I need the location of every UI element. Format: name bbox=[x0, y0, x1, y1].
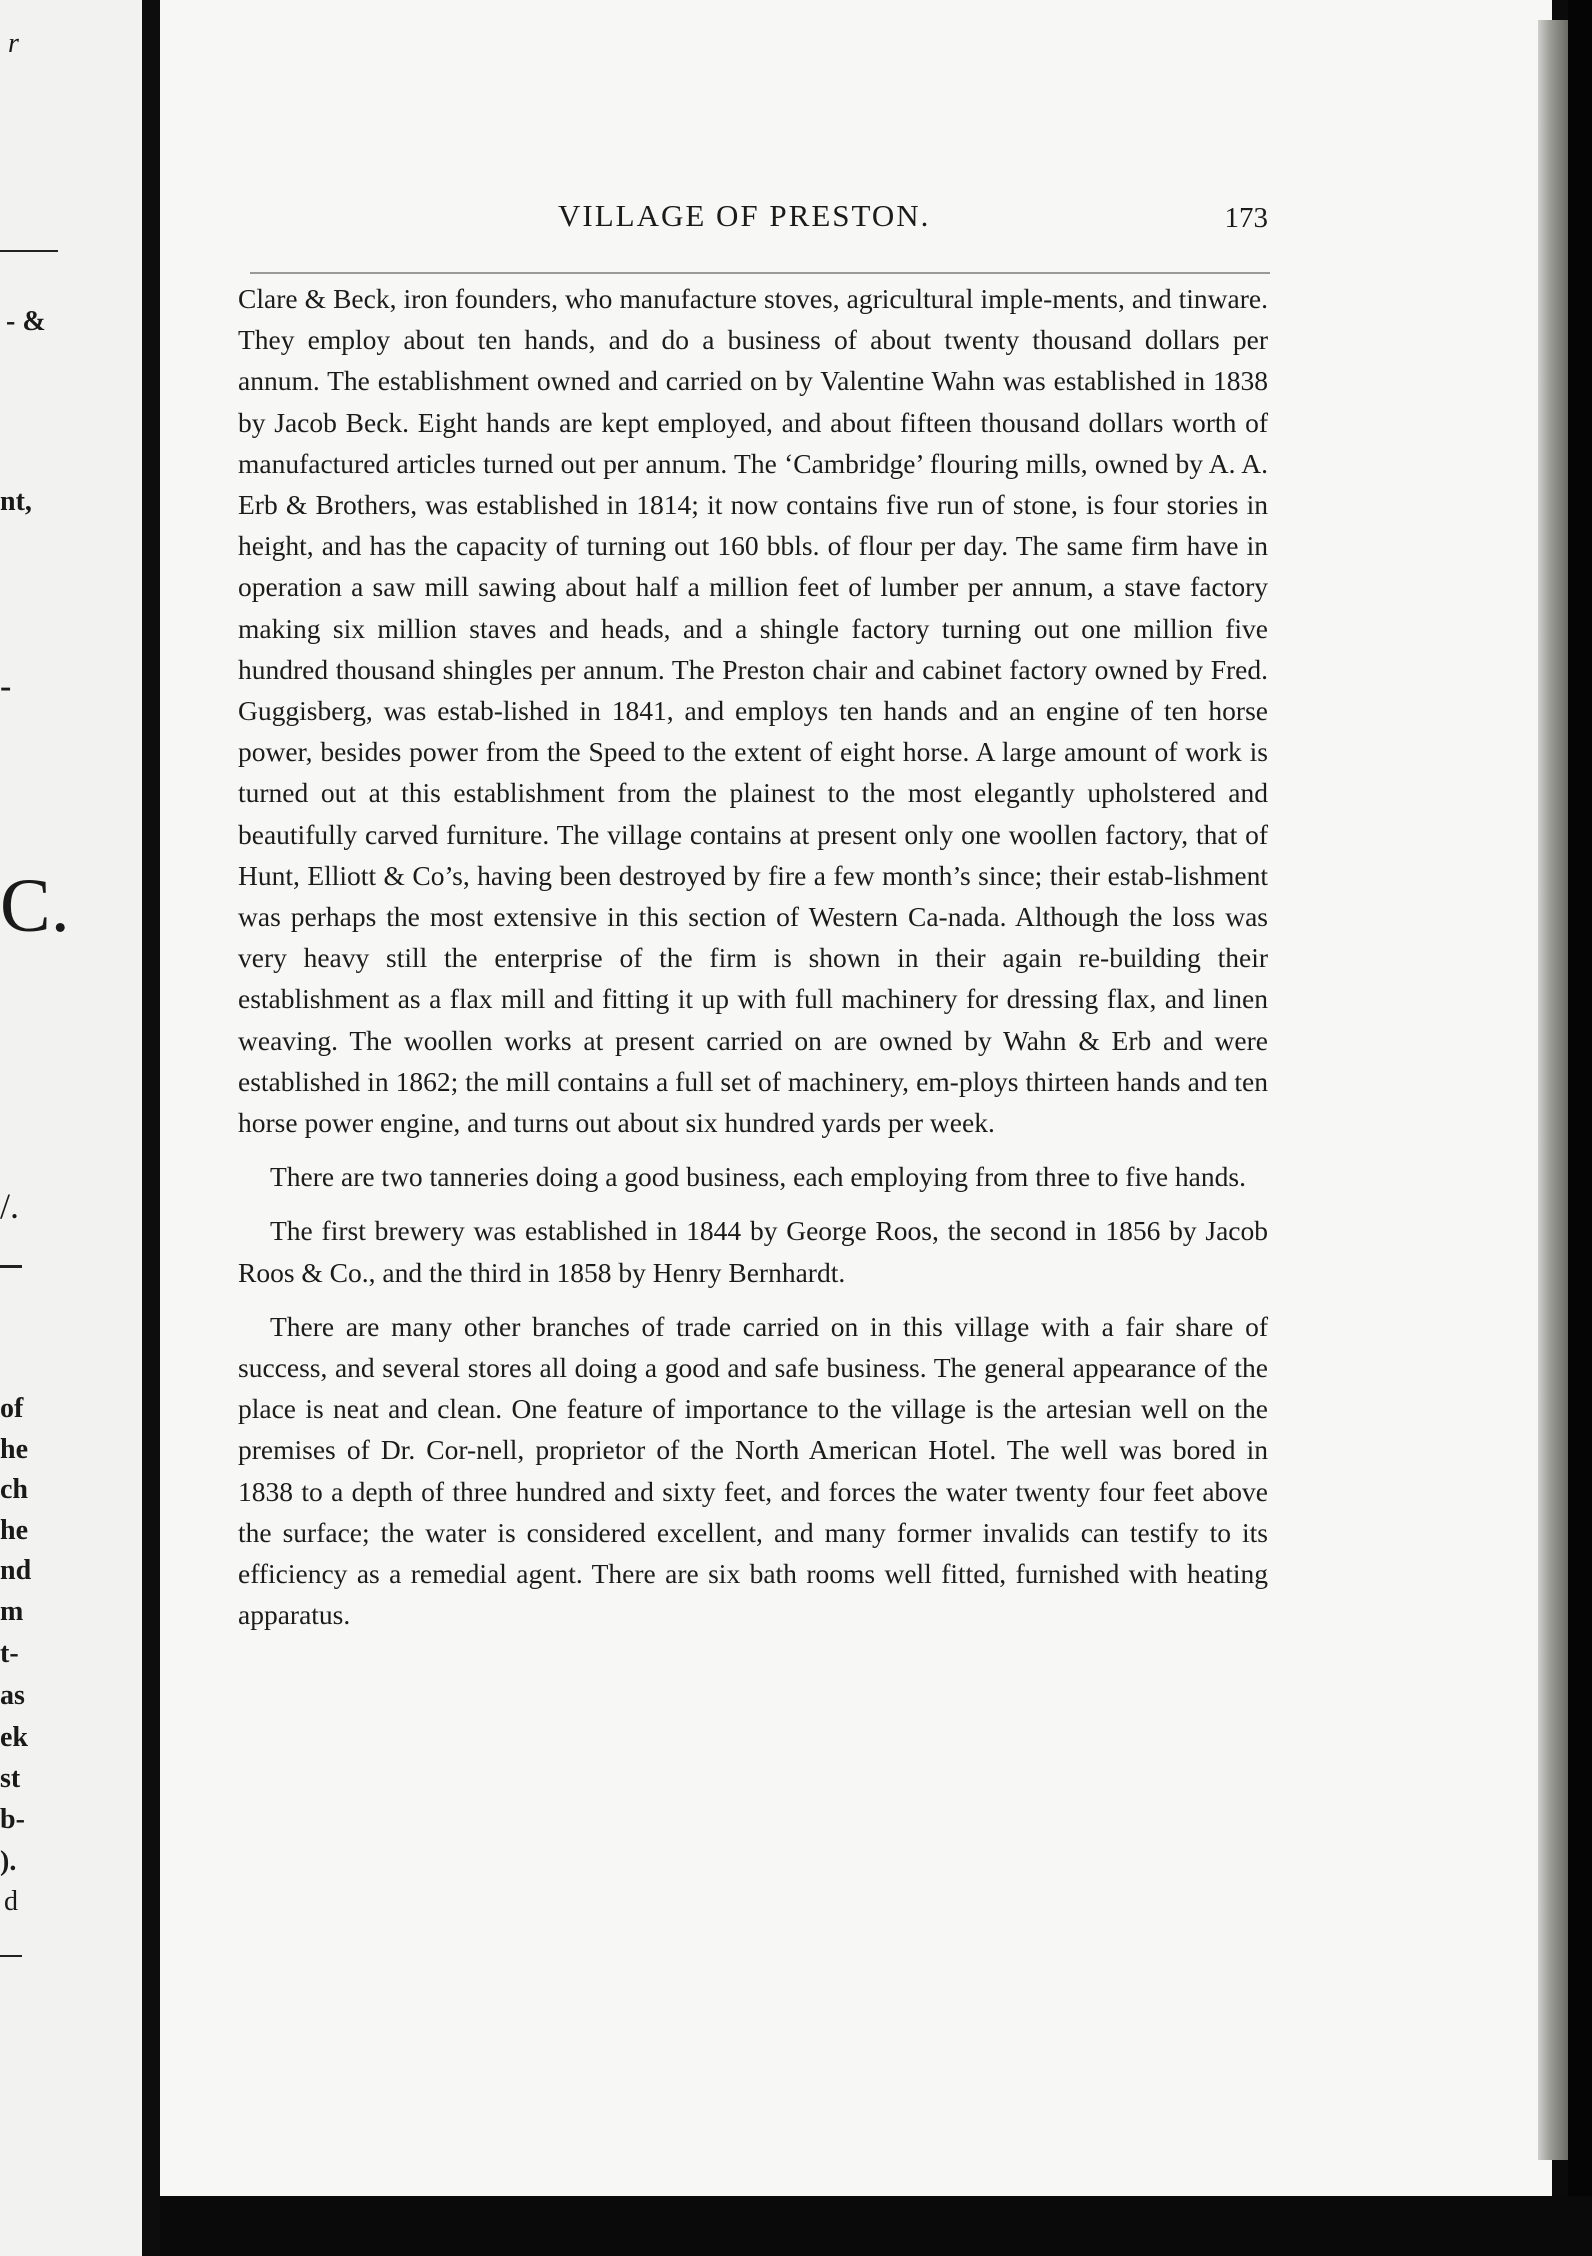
book-binding-gutter bbox=[142, 0, 160, 2256]
paragraph: The first brewery was established in 1844 by George Roos, the second in 1856 by Jacob Roos & Co., and the third in 1858 by Henry Bernhardt. bbox=[238, 1215, 1268, 1288]
left-fragment: - & bbox=[6, 306, 46, 337]
left-fragment: ). bbox=[0, 1846, 17, 1877]
left-fragment: nt, bbox=[0, 486, 32, 517]
left-fragment: r bbox=[8, 28, 19, 59]
paragraph: There are many other branches of trade carried on in this village with a fair share of success, and several stores all doing a good and safe business. The general appearance of the place is neat and clean. One feature of importance to the village is the artesian well on the premises of Dr. Cor-nell, proprietor of the North American Hotel. The well was bored in 1838 to a depth of three hundred and sixty feet, and forces the water twenty four feet above the surface; the water is considered excellent, and many former invalids can testify to its efficiency as a remedial agent. There are six bath rooms well fitted, furnished with heating apparatus. bbox=[238, 1310, 1268, 1631]
left-fragment: ch bbox=[0, 1474, 28, 1505]
running-title: VILLAGE OF PRESTON. bbox=[558, 198, 931, 233]
left-rule bbox=[0, 250, 58, 252]
left-fragment: b- bbox=[0, 1804, 25, 1835]
left-fragment: he bbox=[0, 1515, 28, 1546]
left-fragment: he bbox=[0, 1434, 28, 1465]
scan-border-right bbox=[1568, 0, 1592, 2256]
body-text bbox=[238, 278, 1268, 1636]
left-fragment: of bbox=[0, 1393, 24, 1424]
scan-border-bottom bbox=[160, 2196, 1592, 2256]
running-header bbox=[558, 198, 1268, 242]
header-rule bbox=[250, 272, 1270, 274]
left-fragment: /. bbox=[0, 1186, 20, 1226]
left-rule bbox=[0, 1955, 22, 1957]
left-page-margin bbox=[0, 0, 142, 2256]
page-edge-stack bbox=[1538, 20, 1568, 2160]
left-rule bbox=[0, 1265, 22, 1268]
left-fragment: as bbox=[0, 1680, 25, 1711]
left-fragment: d bbox=[4, 1886, 18, 1917]
page-number: 173 bbox=[1224, 202, 1268, 234]
left-fragment: - bbox=[0, 668, 12, 705]
paragraph: Clare & Beck, iron founders, who manufacture stoves, agricultural imple-ments, and tinware. They employ about ten hands, and do a business of about twenty thousand dollars per annum. The establishment owned and carried on by Valentine Wahn was established in 1838 by Jacob Beck. Eight hands are kept employed, and about fifteen thousand dollars worth of manufactured articles turned out per annum. The ‘Cambridge’ flouring mills, owned by A. A. Erb & Brothers, was established in 1814; it now contains five run of stone, is four stories in height, and has the capacity of turning out 160 bbls. of flour per day. The same firm have in operation a saw mill sawing about half a million feet of lumber per annum, a stave factory making six million staves and heads, and a shingle factory turning out one million five hundred thousand shingles per annum. The Preston chair and cabinet factory owned by Fred. Guggisberg, was estab-lished in 1841, and employs ten hands and an engine of ten horse power, besides power from the Speed to the extent of eight horse. A large amount of work is turned out at this establishment from the plainest to the most elegantly upholstered and beautifully carved furniture. The village contains at present only one woollen factory, that of Hunt, Elliott & Co’s, having been destroyed by fire a few month’s since; their estab-lishment was perhaps the most extensive in this section of Western Ca-nada. Although the loss was very heavy still the enterprise of the firm is shown in their again re-building their establishment as a flax mill and fitting it up with full machinery for dressing flax, and linen weaving. The woollen works at present carried on are owned by Wahn & Erb and were established in 1862; the mill contains a full set of machinery, em-ploys thirteen hands and ten horse power engine, and turns out about six hundred yards per week. bbox=[238, 283, 1268, 1139]
paragraph: There are two tanneries doing a good business, each employing from three to five hands. bbox=[270, 1161, 1246, 1193]
left-fragment: nd bbox=[0, 1555, 32, 1586]
left-fragment: st bbox=[0, 1763, 21, 1794]
left-fragment: C. bbox=[0, 864, 70, 948]
left-fragment: t- bbox=[0, 1638, 19, 1669]
left-fragment: m bbox=[0, 1596, 24, 1627]
left-fragment: ek bbox=[0, 1722, 28, 1753]
